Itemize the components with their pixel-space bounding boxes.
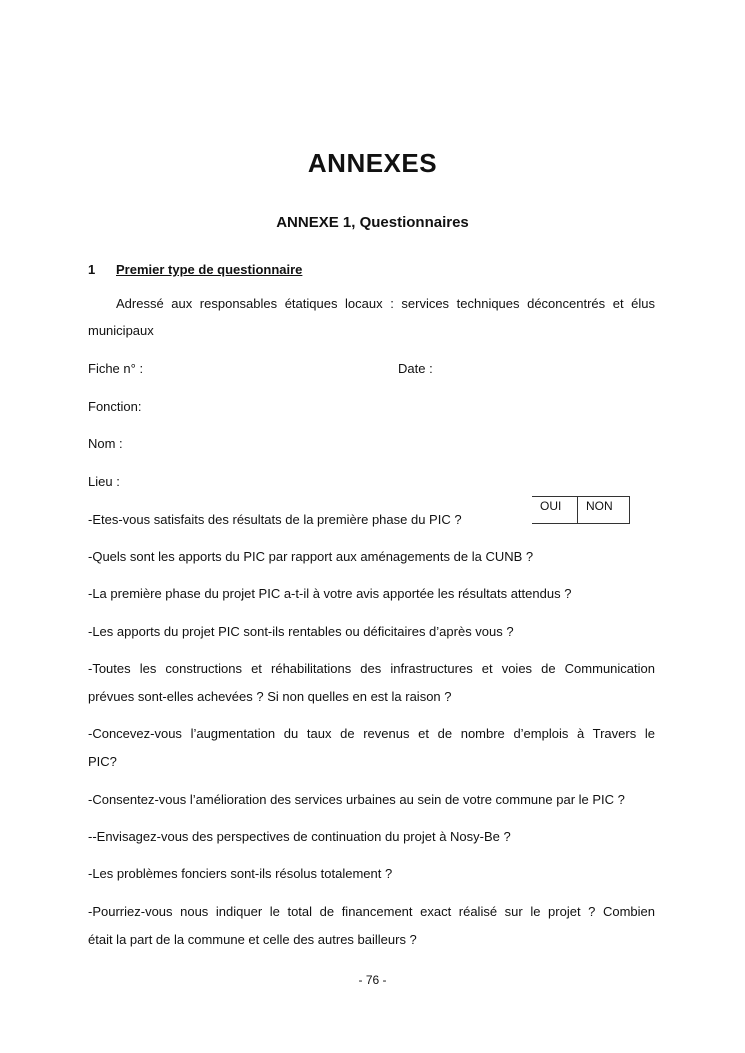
question-5-line-2: prévues sont-elles achevées ? Si non quelles en est la raison ?	[88, 689, 452, 704]
question-9: -Les problèmes fonciers sont-ils résolus totalement ?	[88, 866, 393, 881]
field-date: Date :	[398, 361, 433, 376]
field-lieu: Lieu :	[88, 474, 120, 489]
field-nom: Nom :	[88, 436, 123, 451]
question-6-line-2: PIC?	[88, 754, 117, 769]
section-title: Premier type de questionnaire	[116, 262, 303, 277]
question-7: -Consentez-vous l’amélioration des services urbaines au sein de votre commune par le PIC ?	[88, 792, 625, 807]
page-number: - 76 -	[358, 973, 387, 987]
question-6-line-1: -Concevez-vous l’augmentation du taux de revenus et de nombre d’emplois à Travers le	[88, 726, 655, 741]
intro-line-2: municipaux	[88, 323, 154, 338]
intro-line-1: Adressé aux responsables étatiques locaux : services techniques déconcentrés et élus	[116, 296, 655, 311]
field-fonction: Fonction:	[88, 399, 142, 414]
non-cell: NON	[578, 497, 630, 523]
question-1: -Etes-vous satisfaits des résultats de la première phase du PIC ?	[88, 512, 462, 527]
oui-cell: OUI	[532, 497, 578, 523]
question-2: -Quels sont les apports du PIC par rapport aux aménagements de la CUNB ?	[88, 549, 534, 564]
question-10-line-1: -Pourriez-vous nous indiquer le total de financement exact réalisé sur le projet ? Combien	[88, 904, 655, 919]
oui-non-table	[532, 496, 630, 524]
question-5-line-1: -Toutes les constructions et réhabilitations des infrastructures et voies de Communication	[88, 661, 655, 676]
question-3: -La première phase du projet PIC a-t-il à votre avis apportée les résultats attendus ?	[88, 586, 572, 601]
field-fiche: Fiche n° :	[88, 361, 144, 376]
question-4: -Les apports du projet PIC sont-ils rentables ou déficitaires d’après vous ?	[88, 624, 514, 639]
annex-subtitle: ANNEXE 1, Questionnaires	[276, 214, 469, 231]
question-8: --Envisagez-vous des perspectives de continuation du projet à Nosy-Be ?	[88, 829, 511, 844]
question-10-line-2: était la part de la commune et celle des autres bailleurs ?	[88, 932, 417, 947]
page-title: ANNEXES	[307, 148, 438, 178]
section-number: 1	[88, 262, 96, 277]
